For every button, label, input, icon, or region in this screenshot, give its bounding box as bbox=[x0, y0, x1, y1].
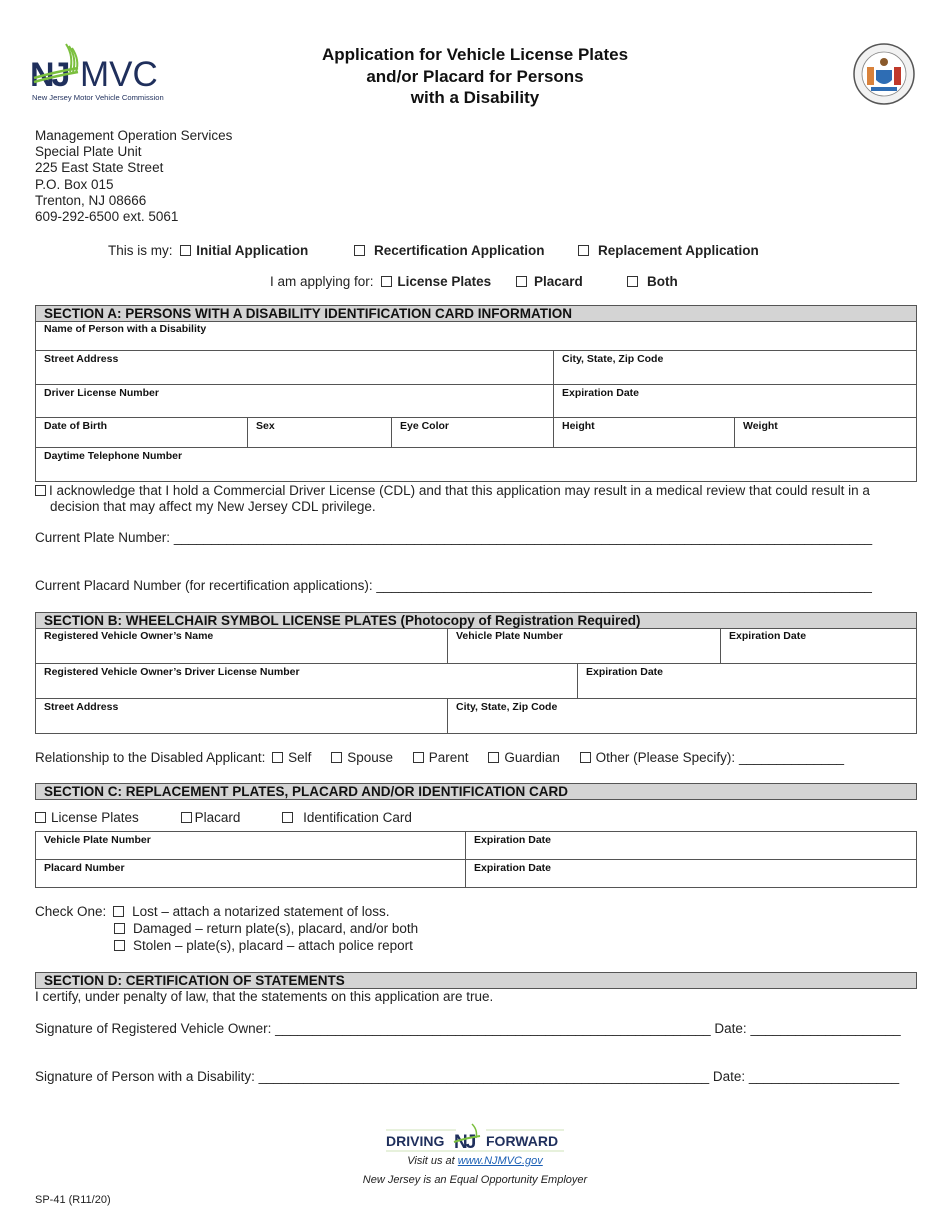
replacement-placard-expiration-label: Expiration Date bbox=[474, 862, 552, 874]
owner-driver-license-field[interactable] bbox=[36, 663, 578, 698]
owner-street-address-field[interactable] bbox=[36, 698, 448, 733]
relationship-self-checkbox[interactable] bbox=[272, 752, 283, 763]
both-option bbox=[627, 274, 678, 289]
form-number: SP-41 (R11/20) bbox=[35, 1194, 111, 1206]
title-line-2: and/or Placard for Persons bbox=[366, 66, 584, 86]
replacement-plate-expiration-label: Expiration Date bbox=[474, 834, 552, 846]
weight-label: Weight bbox=[743, 419, 778, 432]
relationship-other-input[interactable]: ______________ bbox=[738, 750, 845, 765]
section-b-table bbox=[35, 628, 917, 734]
owner-dl-expiration-label: Expiration Date bbox=[586, 665, 664, 678]
cdl-text-line-1: I acknowledge that I hold a Commercial Driver License (CDL) and that this application may result in a medical review that could result in a bbox=[49, 483, 870, 498]
replacement-placard-number-label: Placard Number bbox=[44, 862, 125, 874]
equal-opportunity-statement: New Jersey is an Equal Opportunity Employer bbox=[362, 1174, 588, 1186]
cdl-acknowledgment bbox=[35, 483, 870, 498]
date-of-birth-field[interactable] bbox=[36, 417, 248, 447]
height-label: Height bbox=[562, 419, 595, 432]
applying-for-row bbox=[270, 274, 491, 289]
relationship-other-checkbox[interactable] bbox=[580, 752, 591, 763]
initial-application-checkbox[interactable] bbox=[180, 245, 191, 256]
name-field[interactable] bbox=[36, 321, 917, 350]
person-date-label: Date: bbox=[712, 1069, 746, 1084]
relationship-spouse-checkbox[interactable] bbox=[331, 752, 342, 763]
address-line: Management Operation Services bbox=[35, 128, 233, 143]
relationship-other-label: Other (Please Specify): bbox=[595, 750, 736, 765]
svg-text:FORWARD: FORWARD bbox=[486, 1133, 559, 1149]
owner-signature-input[interactable]: __________________________________________________________ bbox=[275, 1021, 711, 1036]
vehicle-plate-number-field[interactable] bbox=[448, 628, 721, 663]
replacement-items-row bbox=[35, 810, 412, 825]
relationship-spouse-label: Spouse bbox=[347, 750, 393, 765]
replacement-plate-number-label: Vehicle Plate Number bbox=[44, 834, 151, 846]
name-label: Name of Person with a Disability bbox=[44, 323, 207, 335]
city-state-zip-field[interactable] bbox=[554, 350, 917, 384]
owner-city-state-zip-label: City, State, Zip Code bbox=[456, 700, 558, 713]
relationship-label: Relationship to the Disabled Applicant: bbox=[35, 750, 266, 765]
height-field[interactable] bbox=[554, 417, 735, 447]
relationship-guardian-label: Guardian bbox=[504, 750, 560, 765]
title-line-3: with a Disability bbox=[410, 88, 540, 107]
driving-forward-icon bbox=[386, 1122, 566, 1154]
replacement-placard-checkbox[interactable] bbox=[181, 812, 192, 823]
svg-text:DRIVING: DRIVING bbox=[386, 1133, 445, 1149]
owner-name-field[interactable] bbox=[36, 628, 448, 663]
svg-text:MVC: MVC bbox=[80, 55, 158, 94]
weight-field[interactable] bbox=[735, 417, 917, 447]
driver-license-number-field[interactable] bbox=[36, 384, 554, 417]
recertification-application-label: Recertification Application bbox=[374, 243, 545, 258]
relationship-parent-checkbox[interactable] bbox=[413, 752, 424, 763]
current-placard-input[interactable]: __________________________________________________________________ bbox=[376, 578, 872, 593]
replacement-plate-expiration-field[interactable] bbox=[466, 832, 917, 860]
state-seal-icon bbox=[853, 43, 915, 105]
driving-nj-forward-logo bbox=[386, 1122, 566, 1154]
address-line: Special Plate Unit bbox=[35, 144, 142, 160]
driver-license-number-label: Driver License Number bbox=[44, 386, 159, 399]
check-one-row bbox=[35, 904, 389, 919]
visit-us-line bbox=[340, 1155, 610, 1167]
plate-expiration-label: Expiration Date bbox=[729, 630, 807, 642]
placard-label: Placard bbox=[534, 274, 583, 289]
sex-label: Sex bbox=[256, 419, 275, 432]
svg-text:New Jersey Motor Vehicle Commi: New Jersey Motor Vehicle Commission bbox=[32, 93, 164, 102]
relationship-row bbox=[35, 750, 844, 765]
page-title bbox=[280, 44, 670, 109]
replacement-id-card-checkbox[interactable] bbox=[282, 812, 293, 823]
application-type-label: This is my: bbox=[108, 243, 173, 258]
damaged-checkbox[interactable] bbox=[114, 923, 125, 934]
street-address-field[interactable] bbox=[36, 350, 554, 384]
current-plate-label: Current Plate Number: bbox=[35, 530, 171, 545]
applying-for-label: I am applying for: bbox=[270, 274, 374, 289]
street-address-label: Street Address bbox=[44, 352, 119, 365]
license-plates-label: License Plates bbox=[397, 274, 492, 289]
replacement-placard-number-field[interactable] bbox=[36, 860, 466, 888]
vehicle-plate-number-label: Vehicle Plate Number bbox=[456, 630, 563, 642]
plate-expiration-field[interactable] bbox=[721, 628, 917, 663]
cdl-text-line-2: decision that may affect my New Jersey CDL privilege. bbox=[50, 499, 376, 514]
recertification-application-checkbox[interactable] bbox=[354, 245, 365, 256]
city-state-zip-label: City, State, Zip Code bbox=[562, 352, 664, 365]
stolen-row bbox=[114, 938, 413, 953]
replacement-license-plates-checkbox[interactable] bbox=[35, 812, 46, 823]
person-date-input[interactable]: ____________________ bbox=[748, 1069, 900, 1084]
cdl-acknowledgment-checkbox[interactable] bbox=[35, 485, 46, 496]
replacement-id-card-label: Identification Card bbox=[303, 810, 412, 825]
owner-name-label: Registered Vehicle Owner’s Name bbox=[44, 630, 214, 642]
replacement-application-label: Replacement Application bbox=[598, 243, 759, 258]
current-placard-row bbox=[35, 578, 872, 593]
both-checkbox[interactable] bbox=[627, 276, 638, 287]
person-signature-label: Signature of Person with a Disability: bbox=[35, 1069, 255, 1084]
replacement-placard-label: Placard bbox=[194, 810, 241, 825]
replacement-option bbox=[578, 243, 759, 258]
section-a-heading: SECTION A: PERSONS WITH A DISABILITY IDENTIFICATION CARD INFORMATION bbox=[35, 305, 917, 322]
owner-signature-label: Signature of Registered Vehicle Owner: bbox=[35, 1021, 272, 1036]
relationship-parent-label: Parent bbox=[428, 750, 469, 765]
stolen-label: Stolen – plate(s), placard – attach police report bbox=[133, 938, 413, 953]
replacement-application-checkbox[interactable] bbox=[578, 245, 589, 256]
owner-city-state-zip-field[interactable] bbox=[448, 698, 917, 733]
sex-field[interactable] bbox=[248, 417, 392, 447]
date-of-birth-label: Date of Birth bbox=[44, 419, 107, 432]
nj-state-seal bbox=[853, 43, 915, 105]
visit-us-label: Visit us at bbox=[407, 1155, 455, 1167]
license-plates-checkbox[interactable] bbox=[381, 276, 392, 287]
person-signature-input[interactable]: ____________________________________________________________ bbox=[258, 1069, 710, 1084]
placard-option bbox=[516, 274, 583, 289]
address-line: Trenton, NJ 08666 bbox=[35, 192, 147, 208]
expiration-date-field[interactable] bbox=[554, 384, 917, 417]
damaged-row bbox=[114, 921, 418, 936]
section-c-table bbox=[35, 831, 917, 888]
owner-dl-expiration-field[interactable] bbox=[578, 663, 917, 698]
section-d-heading: SECTION D: CERTIFICATION OF STATEMENTS bbox=[35, 972, 917, 989]
owner-driver-license-label: Registered Vehicle Owner’s Driver License Number bbox=[44, 665, 300, 678]
njmvc-website-link[interactable]: www.NJMVC.gov bbox=[457, 1155, 543, 1167]
replacement-placard-expiration-field[interactable] bbox=[466, 860, 917, 888]
eye-color-label: Eye Color bbox=[400, 419, 450, 432]
current-placard-label: Current Placard Number (for recertification applications): bbox=[35, 578, 373, 593]
replacement-license-plates-label: License Plates bbox=[51, 810, 139, 825]
lost-label: Lost – attach a notarized statement of loss. bbox=[132, 904, 390, 919]
address-line: P.O. Box 015 bbox=[35, 176, 114, 192]
owner-signature-row bbox=[35, 1021, 901, 1036]
njmvc-logo-icon bbox=[30, 42, 180, 106]
owner-street-address-label: Street Address bbox=[44, 700, 119, 713]
current-plate-row bbox=[35, 530, 872, 545]
address-line: 609-292-6500 ext. 5061 bbox=[35, 209, 179, 225]
current-plate-input[interactable]: _____________________________________________________________________________________________ bbox=[173, 530, 873, 545]
svg-text:NJ: NJ bbox=[30, 56, 68, 94]
placard-checkbox[interactable] bbox=[516, 276, 527, 287]
section-a-table bbox=[35, 321, 917, 482]
eye-color-field[interactable] bbox=[392, 417, 554, 447]
address-line: 225 East State Street bbox=[35, 160, 164, 176]
application-type-row bbox=[108, 243, 308, 258]
section-c-heading: SECTION C: REPLACEMENT PLATES, PLACARD AND/OR IDENTIFICATION CARD bbox=[35, 783, 917, 800]
damaged-label: Damaged – return plate(s), placard, and/or both bbox=[133, 921, 419, 936]
expiration-date-label: Expiration Date bbox=[562, 386, 640, 399]
relationship-guardian-checkbox[interactable] bbox=[488, 752, 499, 763]
owner-date-input[interactable]: ____________________ bbox=[750, 1021, 901, 1036]
mailing-address bbox=[35, 128, 232, 225]
check-one-label: Check One: bbox=[35, 904, 107, 919]
daytime-telephone-label: Daytime Telephone Number bbox=[44, 449, 183, 462]
title-line-1: Application for Vehicle License Plates bbox=[321, 45, 629, 64]
owner-date-label: Date: bbox=[714, 1021, 747, 1036]
both-label: Both bbox=[647, 274, 678, 289]
lost-checkbox[interactable] bbox=[113, 906, 124, 917]
relationship-self-label: Self bbox=[288, 750, 312, 765]
replacement-plate-number-field[interactable] bbox=[36, 832, 466, 860]
recertification-option bbox=[354, 243, 545, 258]
svg-text:NJ: NJ bbox=[454, 1132, 475, 1153]
daytime-telephone-field[interactable] bbox=[36, 447, 917, 481]
certification-statement: I certify, under penalty of law, that the statements on this application are true. bbox=[35, 989, 494, 1004]
section-b-heading: SECTION B: WHEELCHAIR SYMBOL LICENSE PLATES (Photocopy of Registration Required) bbox=[35, 612, 917, 629]
njmvc-logo bbox=[30, 42, 180, 106]
person-signature-row bbox=[35, 1069, 899, 1084]
stolen-checkbox[interactable] bbox=[114, 940, 125, 951]
initial-application-label: Initial Application bbox=[196, 243, 309, 258]
